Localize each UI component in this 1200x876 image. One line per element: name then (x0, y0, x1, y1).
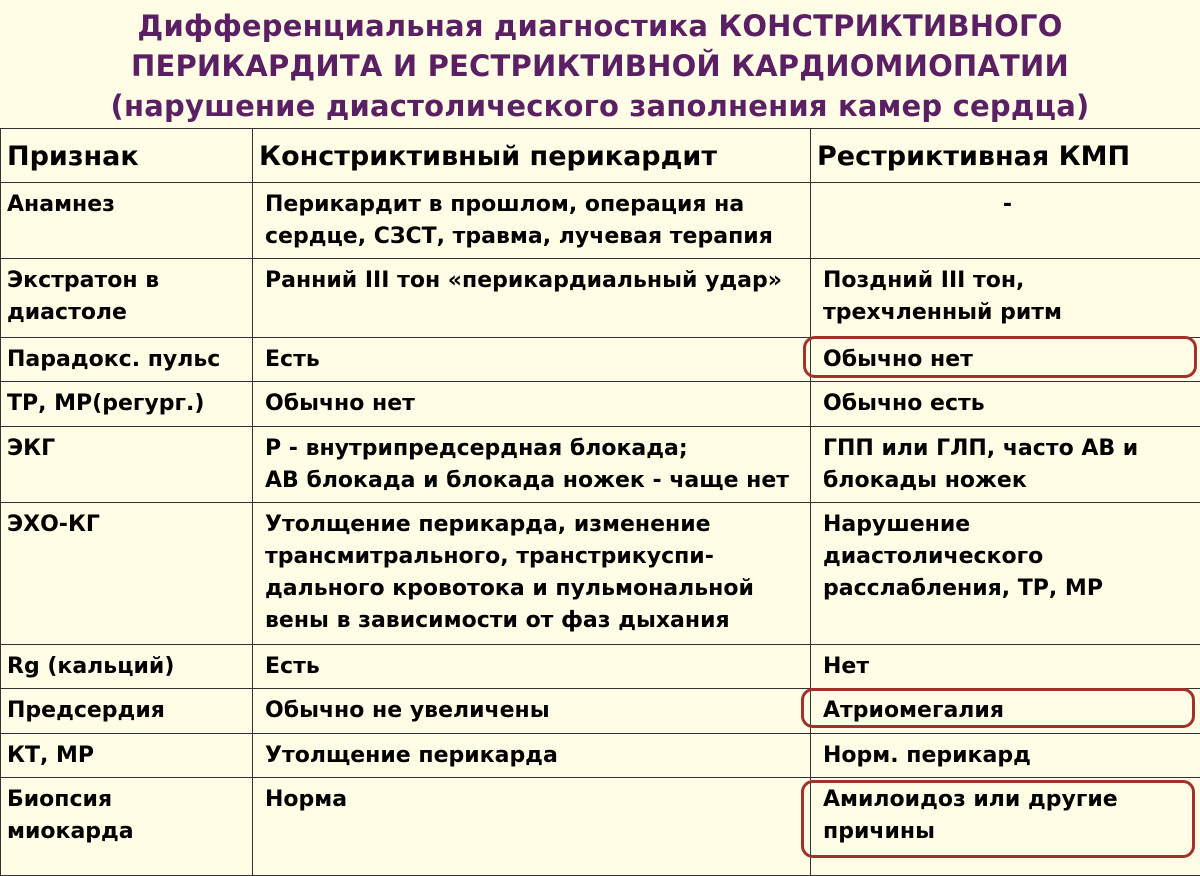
cell-text-line: Есть (265, 651, 802, 683)
cell-text-line: Предсердия (7, 695, 244, 727)
cell-text-line: Поздний III тон, (823, 265, 1192, 297)
cell-text-line: Обычно есть (823, 388, 1192, 420)
table-row (1, 259, 1200, 338)
cell-restrictive (811, 427, 1200, 503)
cell-text-line: вены в зависимости от фаз дыхания (265, 605, 802, 637)
cell-text-line: Нет (823, 651, 1192, 683)
table-row (1, 503, 1200, 645)
slide-title (0, 0, 1200, 128)
cell-text-line: Р - внутрипредсердная блокада; (265, 433, 802, 465)
cell-text-line: ГПП или ГЛП, часто АВ и (823, 433, 1192, 465)
cell-text-line: - (823, 189, 1192, 221)
table-row (1, 338, 1200, 382)
cell-text-line: причины (823, 816, 1192, 848)
cell-text-line: миокарда (7, 816, 244, 848)
cell-restrictive (811, 778, 1200, 876)
cell-constrictive (253, 503, 811, 645)
cell-constrictive (253, 734, 811, 778)
cell-text-line: ЭХО-КГ (7, 509, 244, 541)
cell-sign (1, 259, 253, 338)
cell-sign (1, 645, 253, 689)
cell-constrictive (253, 645, 811, 689)
cell-restrictive (811, 382, 1200, 427)
cell-constrictive (253, 382, 811, 427)
cell-text-line: Ранний III тон «перикардиальный удар» (265, 265, 802, 297)
cell-text-line: дального кровотока и пульмональной (265, 573, 802, 605)
cell-text-line: Есть (265, 344, 802, 376)
cell-constrictive (253, 689, 811, 734)
cell-restrictive (811, 338, 1200, 382)
cell-text-line: Норм. перикард (823, 740, 1192, 772)
cell-text-line: Обычно нет (823, 344, 1192, 376)
cell-text-line: Атриомегалия (823, 695, 1192, 727)
title-line-2: ПЕРИКАРДИТА И РЕСТРИКТИВНОЙ КАРДИОМИОПАТИИ (0, 46, 1200, 86)
cell-text-line: Обычно не увеличены (265, 695, 802, 727)
title-line-3: (нарушение диастолического заполнения камер сердца) (0, 86, 1200, 126)
cell-text-line: Rg (кальций) (7, 651, 244, 683)
table-row (1, 382, 1200, 427)
cell-text-line: блокады ножек (823, 465, 1192, 497)
cell-text-line: расслабления, ТР, МР (823, 573, 1192, 605)
cell-text-line: Норма (265, 784, 802, 816)
cell-text-line: Анамнез (7, 189, 244, 221)
cell-restrictive (811, 645, 1200, 689)
cell-text-line: КТ, МР (7, 740, 244, 772)
table-row (1, 645, 1200, 689)
differential-diagnosis-table (0, 128, 1200, 876)
header-restrictive: Рестриктивная КМП (811, 129, 1200, 183)
cell-sign (1, 778, 253, 876)
cell-text-line: Экстратон в (7, 265, 244, 297)
cell-text-line: АВ блокада и блокада ножек - чаще нет (265, 465, 802, 497)
table-row (1, 734, 1200, 778)
header-constrictive: Констриктивный перикардит (253, 129, 811, 183)
cell-sign (1, 382, 253, 427)
cell-text-line: Амилоидоз или другие (823, 784, 1192, 816)
cell-constrictive (253, 778, 811, 876)
cell-text-line: Утолщение перикарда, изменение (265, 509, 802, 541)
cell-sign (1, 689, 253, 734)
cell-sign (1, 734, 253, 778)
cell-sign (1, 183, 253, 259)
cell-constrictive (253, 259, 811, 338)
table-row (1, 689, 1200, 734)
cell-text-line: ТР, МР(регург.) (7, 388, 244, 420)
cell-text-line: Нарушение (823, 509, 1192, 541)
cell-text-line: Утолщение перикарда (265, 740, 802, 772)
cell-restrictive (811, 259, 1200, 338)
cell-text-line: диастолического (823, 541, 1192, 573)
cell-text-line: диастоле (7, 297, 244, 329)
cell-restrictive (811, 183, 1200, 259)
cell-constrictive (253, 183, 811, 259)
cell-sign (1, 427, 253, 503)
cell-text-line: Биопсия (7, 784, 244, 816)
cell-sign (1, 338, 253, 382)
title-line-1: Дифференциальная диагностика КОНСТРИКТИВНОГО (0, 6, 1200, 46)
cell-text-line: Обычно нет (265, 388, 802, 420)
table-row (1, 183, 1200, 259)
table-header-row (1, 129, 1200, 183)
header-sign: Признак (1, 129, 253, 183)
cell-text-line: трансмитрального, транстрикуспи- (265, 541, 802, 573)
cell-restrictive (811, 689, 1200, 734)
cell-text-line: ЭКГ (7, 433, 244, 465)
cell-text-line: Перикардит в прошлом, операция на (265, 189, 802, 221)
cell-restrictive (811, 503, 1200, 645)
cell-constrictive (253, 427, 811, 503)
cell-text-line: Парадокс. пульс (7, 344, 244, 376)
cell-constrictive (253, 338, 811, 382)
cell-text-line: трехчленный ритм (823, 297, 1192, 329)
cell-text-line: сердце, СЗСТ, травма, лучевая терапия (265, 221, 802, 253)
table-row (1, 778, 1200, 876)
cell-sign (1, 503, 253, 645)
table-row (1, 427, 1200, 503)
cell-restrictive (811, 734, 1200, 778)
